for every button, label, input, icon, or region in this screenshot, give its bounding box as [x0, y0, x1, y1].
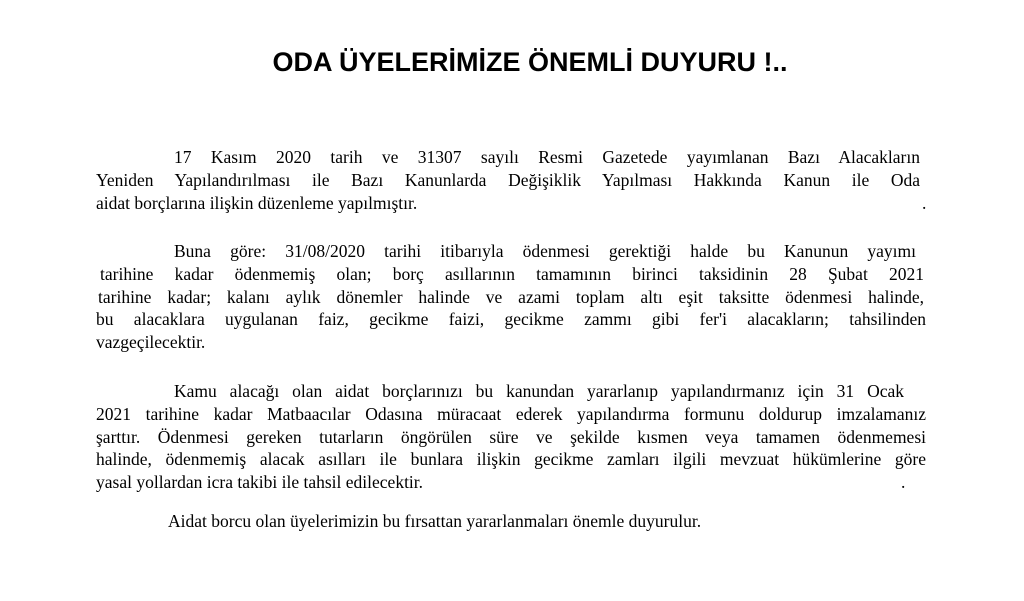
paragraph-line: vazgeçilecektir.	[96, 332, 206, 353]
paragraph-line: tarihine kadar ödenmemiş olan; borç asıllarının tamamının birinci taksidinin 28 Şubat 2021	[100, 263, 924, 284]
paragraph-trailing-mark: .	[922, 192, 927, 213]
paragraph-line: Aidat borcu olan üyelerimizin bu fırsattan yararlanmaları önemle duyurulur.	[168, 511, 702, 531]
paragraph-line: halinde, ödenmemiş alacak asılları ile bunlara ilişkin gecikme zamları ilgili mevzuat hükümlerine göre	[96, 449, 926, 470]
paragraph-trailing-mark: .	[901, 472, 906, 493]
paragraph-line: yasal yollardan icra takibi ile tahsil edilecektir.	[96, 472, 424, 493]
paragraph-1	[96, 146, 920, 214]
paragraph-line: 17 Kasım 2020 tarih ve 31307 sayılı Resmi Gazetede yayımlanan Bazı Alacakların	[174, 147, 920, 167]
paragraph-2	[96, 240, 926, 354]
paragraph-line: 2021 tarihine kadar Matbaacılar Odasına müracaat ederek yapılandırma formunu doldurup imzalamanız	[96, 403, 926, 424]
paragraph-4	[96, 510, 926, 533]
paragraph-line: aidat borçlarına ilişkin düzenleme yapılmıştır.	[96, 192, 418, 213]
paragraph-line: Kamu alacağı olan aidat borçlarınızı bu kanundan yararlanıp yapılandırmanız için 31 Ocak	[174, 381, 904, 401]
paragraph-line: Buna göre: 31/08/2020 tarihi itibarıyla ödenmesi gerektiği halde bu Kanunun yayımı	[174, 241, 916, 261]
paragraph-line: Yeniden Yapılandırılması ile Bazı Kanunlarda Değişiklik Yapılması Hakkında Kanun ile Oda	[96, 169, 920, 190]
paragraph-line: şarttır. Ödenmesi gereken tutarların öngörülen süre ve şekilde kısmen veya tamamen ödenmemesi	[96, 426, 926, 447]
paragraph-line: tarihine kadar; kalanı aylık dönemler halinde ve azami toplam altı eşit taksitte ödenmesi halinde,	[98, 286, 924, 307]
page-title: ODA ÜYELERİMİZE ÖNEMLİ DUYURU !..	[272, 47, 788, 77]
paragraph-line: bu alacaklara uygulanan faiz, gecikme faizi, gecikme zammı gibi fer'i alacakların; tahsilinden	[96, 309, 926, 330]
paragraph-3	[96, 380, 926, 494]
